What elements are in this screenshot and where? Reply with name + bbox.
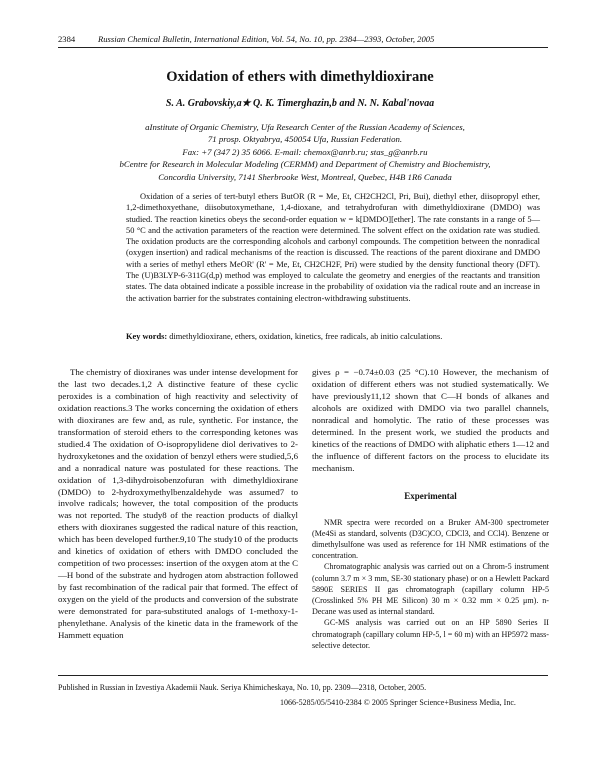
experimental-section	[312, 517, 549, 651]
keywords	[126, 331, 540, 342]
section-heading-experimental: Experimental	[404, 490, 457, 501]
keywords-text: dimethyldioxirane, ethers, oxidation, kinetics, free radicals, ab initio calculations.	[169, 332, 443, 341]
author-list: S. A. Grabovskiy,a★ Q. K. Timerghazin,b and N. N. Kabal'novaa	[165, 98, 435, 109]
article-title: Oxidation of ethers with dimethyldioxirane	[166, 69, 434, 85]
abstract	[126, 191, 540, 304]
translation-note: Published in Russian in Izvestiya Akademii Nauk. Seriya Khimicheskaya, No. 10, pp. 2309—2318, October, 2005.	[58, 683, 427, 692]
affiliation-line: bCentre for Research in Molecular Modeling (CERMM) and Department of Chemistry and Biochemistry,	[119, 159, 491, 170]
affiliation-line: Fax: +7 (347 2) 35 6066. E-mail: chemox@anrb.ru; stas_g@anrb.ru	[182, 146, 428, 157]
affiliations	[70, 121, 540, 183]
header-rule	[58, 47, 548, 48]
body-column-right	[312, 367, 549, 651]
keywords-label: Key words:	[126, 332, 168, 341]
abstract-text: Oxidation of a series of tert-butyl ethers ButOR (R = Me, Et, CH2CH2Cl, Pri, Bui), diethyl ether, diisopropyl ether, 1,2-dimethoxyethane, diisobutoxymethane, 1,4-dioxane, and tetrahydrofuran with dimethyldioxirane (DMDO) was studied. The reaction kinetics obeys the second-order equation w = k[DMDO][ether]. The rate constants in a range of 5—50 °C and the activation parameters of the reaction were determined. The solvent effect on the oxidation rate was studied. The oxidation products are the corresponding alcohols and carbonyl compounds. The competition between the nonradical (oxygen insertion) and radical mechanisms of the reaction is discussed. The reactions of the parent dioxirane and DMDO with a series of methyl ethers MeOR' (R' = Me, Et, CH2CH2F, Pri) were studied by the density functional theory (DFT). The (U)B3LYP-6-311G(d,p) method was employed to calculate the geometry and energies of the reactants and transition states. The data obtained indicate a possible increase in the probability of oxidation via the radical route and an increase in the activation barrier for the substrates containing electron-withdrawing substituents.	[126, 192, 540, 303]
body-paragraph: The chemistry of dioxiranes was under intense development for the last two decades.1,2 A distinctive feature of these cyclic peroxides is a combination of high reactivity and selectivity of oxidation reactions.3 The works concerning the oxidation of ethers with dioxiranes are few and, as rule, synthetic. For instance, the transformation of steroid ethers to the corresponding ketones was studied.4 The oxidation of O-isopropylidene diol derivatives to 2-hydroxyketones and the oxidation of benzyl ethers were studied,5,6 and a nonradical nature was postulated for these reactions. The oxidation of 1,3-dihydroisobenzofuran with dimethyldioxirane (DMDO) to 2-hydroxymethylbenzaldehyde was assumed7 to involve radicals; however, the total composition of the products was not reported. The study8 of the reaction products of dialkyl ethers with dioxiranes suggested the radical nature of this reaction, which has been developed further.9,10 The study10 of the products and kinetics of oxidation of ethers with DMDO concluded the competition of two processes: insertion of the oxygen atom at the C—H bond of the substrate and hydrogen atom abstraction followed by fast recombination of the radical pair that formed. The effect of oxygen on the yield of the products and conversion of the substrate were demonstrated for para-substituted analogs of 1-methoxy-1-phenylethane. Analysis of the kinetic data in the framework of the Hammett equation	[58, 367, 298, 640]
experimental-paragraph: GC-MS analysis was carried out on an HP 5890 Series II chromatograph (capillary column HP-5, l = 60 m) with an HP5972 mass-selective detector.	[312, 618, 549, 650]
affiliation-line: 71 prosp. Oktyabrya, 450054 Ufa, Russian Federation.	[207, 134, 403, 145]
affiliation-line: aInstitute of Organic Chemistry, Ufa Research Center of the Russian Academy of Sciences,	[145, 122, 465, 132]
page-number: 2384	[58, 34, 76, 44]
body-paragraph: gives ρ = −0.74±0.03 (25 °C).10 However, the mechanism of oxidation of different ethers was not studied systematically. We have previously11,12 shown that C—H bonds of alkanes and alcohols are oxidized with DMDO via two parallel channels, nonradical and homolytic. The ratio of these processes was determined. In the present work, we studied the products and kinetics of the reactions of DMDO with aliphatic ethers 1—12 and the influence of different factors on the process to elucidate its mechanism.	[312, 367, 549, 473]
experimental-paragraph: NMR spectra were recorded on a Bruker AM-300 spectrometer (Me4Si as standard, solvents (D3C)CO, CDCl3, and CCl4). Benzene or dimethylsulfone was used as reference for 1H NMR estimations of the concentration.	[312, 517, 549, 561]
body-column-left	[58, 367, 298, 642]
journal-running-head: Russian Chemical Bulletin, International Edition, Vol. 54, No. 10, pp. 2384—2393, October, 2005	[98, 34, 435, 44]
affiliation-line: Concordia University, 7141 Sherbrooke West, Montreal, Quebec, H4B 1R6 Canada	[158, 171, 452, 182]
footer-rule	[58, 675, 548, 676]
experimental-paragraph: Chromatographic analysis was carried out on a Chrom-5 instrument (column 3.7 m × 3 mm, SE-30 stationary phase) or on a Hewlett Packard 5890E SERIES II gas chromatograph (capillary column HP-5 (Crosslinked 5% PH ME Silicon) 30 m × 0.32 mm × 0.25 μm). n-Decane was used as internal standard.	[312, 562, 549, 617]
copyright-line: 1066-5285/05/5410-2384 © 2005 Springer Science+Business Media, Inc.	[280, 698, 516, 707]
